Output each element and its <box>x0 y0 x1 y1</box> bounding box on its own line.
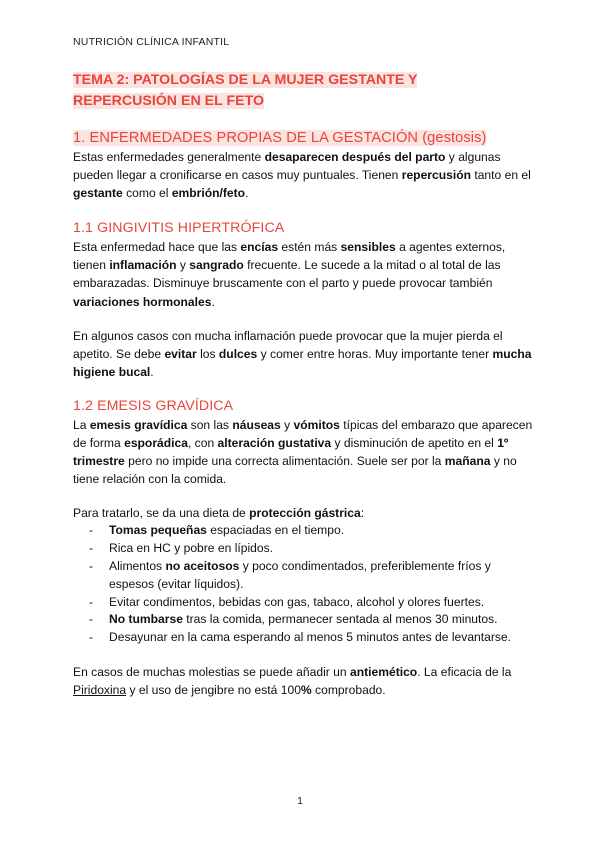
bold-term: no aceitosos <box>165 559 240 573</box>
bold-term: variaciones hormonales <box>73 294 212 309</box>
bold-term: alteración gustativa <box>217 436 332 451</box>
text-run: . <box>245 186 249 201</box>
bold-term: embrión/feto <box>171 186 246 201</box>
underlined-term: Piridoxina <box>73 683 127 698</box>
text-run: comprobado. <box>311 683 386 698</box>
bold-term: evitar <box>164 346 197 361</box>
text-run: pero no impide una correcta alimentación. Suele ser por la <box>124 454 445 469</box>
bold-term: sangrado <box>189 258 244 273</box>
text-run: típicas del embarazo que aparecen de forma <box>73 417 533 451</box>
text-run: . <box>150 364 154 379</box>
bold-term: No tumbarse <box>109 612 183 627</box>
text-run: y poco condimentados, preferiblemente fríos y espesos (evitar líquidos). <box>109 559 491 591</box>
bold-term: sensibles <box>340 240 396 255</box>
text-run: y el uso de jengibre no está 100 <box>126 683 301 698</box>
text-run: , con <box>187 436 218 451</box>
text-run: . <box>211 294 215 309</box>
text-run: Rica en HC y pobre en lípidos. <box>109 541 274 556</box>
section-1-1-paragraph-2 <box>73 327 533 381</box>
document-body <box>73 70 533 699</box>
bold-term: gestante <box>73 186 123 201</box>
dash-bullet: - <box>89 630 94 645</box>
text-run: Desayunar en la cama esperando al menos 5 minutos antes de levantarse. <box>109 630 512 645</box>
bold-term: 1º trimestre <box>73 436 509 469</box>
list-item <box>73 540 533 558</box>
text-run: frecuente. Le sucede a la mitad o al total de las embarazadas. Disminuye bruscamente con el parto y puede provocar también <box>73 258 501 291</box>
bold-term: Tomas pequeñas <box>109 523 207 538</box>
bold-term: dulces <box>218 346 258 361</box>
bold-term: protección gástrica <box>249 506 361 521</box>
bold-term: % <box>300 683 312 698</box>
section-1-heading <box>73 128 533 148</box>
text-run: Esta enfermedad hace que las <box>73 240 241 255</box>
text-run: Alimentos <box>109 559 166 573</box>
list-item <box>73 594 533 612</box>
list-item <box>73 558 533 594</box>
text-run: y algunas pueden llegar a cronificarse en casos muy puntuales. Tienen <box>73 150 501 183</box>
text-run: como el <box>122 186 172 201</box>
text-run: tras la comida, permanecer sentada al menos 30 minutos. <box>182 612 498 627</box>
dash-bullet: - <box>89 612 94 627</box>
section-1-1-paragraph-1 <box>73 238 533 310</box>
text-run: Estas enfermedades generalmente <box>73 150 265 164</box>
text-run: En algunos casos con mucha inflamación puede provocar que la mujer pierda el apetito. Se debe <box>73 328 503 361</box>
text-run: espaciadas en el tiempo. <box>206 523 345 538</box>
text-run: : <box>360 506 365 521</box>
bold-term: náuseas <box>232 417 281 432</box>
section-1-heading-text: 1. ENFERMEDADES PROPIAS DE LA GESTACIÓN (gestosis) <box>73 130 487 146</box>
list-item <box>73 611 533 629</box>
text-run: y <box>280 417 294 432</box>
dash-bullet: - <box>89 559 94 573</box>
text-run: En casos de muchas molestias se puede añadir un <box>73 664 350 679</box>
bold-term: repercusión <box>401 168 471 183</box>
section-1-2-heading: 1.2 EMESIS GRAVÍDICA <box>73 397 234 414</box>
bold-term: inflamación <box>109 258 177 273</box>
text-run: y <box>176 258 190 273</box>
list-item <box>73 629 533 647</box>
text-run: y comer entre horas. Muy importante tener <box>257 346 493 361</box>
section-1-paragraph <box>73 148 533 202</box>
bold-term: antiemético <box>349 664 418 679</box>
text-run: . La eficacia de la <box>417 664 512 679</box>
dash-bullet: - <box>89 541 94 556</box>
page-number: 1 <box>297 795 303 807</box>
page-header: NUTRICIÓN CLÍNICA INFANTIL <box>73 36 230 48</box>
dash-bullet: - <box>89 594 94 609</box>
section-1-1-heading: 1.1 GINGIVITIS HIPERTRÓFICA <box>73 220 285 237</box>
bold-term: vómitos <box>293 417 340 432</box>
text-run: La <box>73 417 90 432</box>
section-1-2-paragraph-1 <box>73 416 533 488</box>
bold-term: encías <box>240 240 279 255</box>
section-1-2-paragraph-2 <box>73 504 533 522</box>
text-run: Para tratarlo, se da una dieta de <box>73 506 250 521</box>
section-1-2-paragraph-3 <box>73 663 533 699</box>
text-run: los <box>196 346 219 361</box>
bold-term: mucha higiene bucal <box>73 346 532 379</box>
text-run: son las <box>187 417 233 432</box>
text-run: Evitar condimentos, bebidas con gas, tabaco, alcohol y olores fuertes. <box>109 594 485 609</box>
list-item <box>73 522 533 540</box>
bold-term: mañana <box>444 454 491 469</box>
title-line-1: TEMA 2: PATOLOGÍAS DE LA MUJER GESTANTE Y <box>73 72 418 88</box>
dash-bullet: - <box>89 523 94 538</box>
bold-term: esporádica <box>124 436 188 451</box>
bold-term: emesis gravídica <box>89 417 188 432</box>
text-run: estén más <box>278 240 341 255</box>
text-run: y disminución de apetito en el <box>331 436 498 451</box>
text-run: tanto en el <box>470 168 531 183</box>
bold-term: desaparecen después del parto <box>264 150 446 164</box>
document-title <box>73 70 533 112</box>
text-run: a agentes externos, tienen <box>73 240 506 273</box>
diet-list <box>73 522 533 647</box>
title-line-2: REPERCUSIÓN EN EL FETO <box>73 93 265 109</box>
text-run: y no tiene relación con la comida. <box>73 454 517 487</box>
